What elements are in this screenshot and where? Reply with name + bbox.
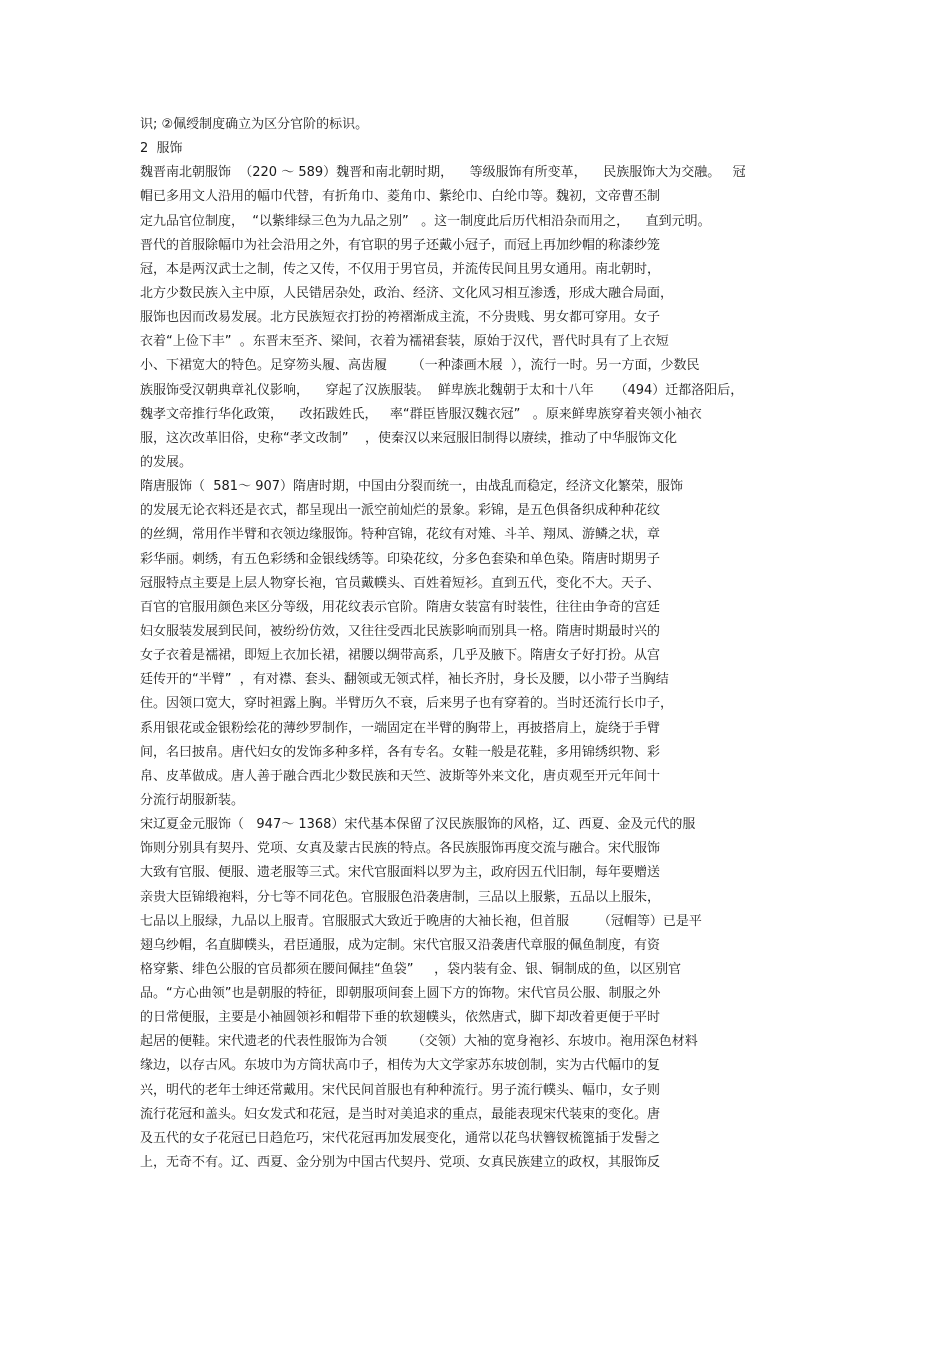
text-line: 晋代的首服除幅巾为社会沿用之外，有官职的男子还戴小冠子，而冠上再加纱帽的称漆纱笼: [140, 237, 661, 253]
text-line: 服饰也因而改易发展。北方民族短衣打扮的袴褶渐成主流，不分贵贱、男女都可穿用。女子: [140, 310, 661, 326]
text-line: 的发展无论衣料还是衣式，都呈现出一派空前灿烂的景象。彩锦，是五色俱备织成种种花纹: [140, 503, 661, 519]
text-line: 亲贵大臣锦缎袍料，分七等不同花色。官服服色沿袭唐制，三品以上服紫，五品以上服朱，: [140, 889, 661, 905]
text-line: 翅乌纱帽，名直脚幞头，君臣通服，成为定制。宋代官服又沿袭唐代章服的佩鱼制度，有资: [140, 937, 661, 953]
text-line: 缘边，以存古风。东坡巾为方筒状高巾子，相传为大文学家苏东坡创制，实为古代幅巾的复: [140, 1058, 661, 1074]
text-line: 的发展。: [140, 454, 193, 470]
text-line: 及五代的女子花冠已日趋危巧，宋代花冠再加发展变化，通常以花鸟状簪钗梳篦插于发髻之: [140, 1130, 661, 1146]
text-line: 彩华丽。刺绣，有五色彩绣和金银线绣等。印染花纹，分多色套染和单色染。隋唐时期男子: [140, 551, 661, 567]
text-line: 的日常便服，主要是小袖圆领衫和帽带下垂的软翅幞头，依然唐式，脚下却改着更便于平时: [140, 1010, 661, 1026]
text-line: 帽已多用文人沿用的幅巾代替，有折角巾、菱角巾、紫纶巾、白纶巾等。魏初，文帝曹丕制: [140, 189, 661, 205]
text-line: 流行花冠和盖头。妇女发式和花冠，是当时对美追求的重点，最能表现宋代装束的变化。唐: [140, 1106, 661, 1122]
text-line: 族服饰受汉朝典章礼仪影响， 穿起了汉族服装。 鲜卑族北魏朝于太和十八年 （494）迁都洛阳后，: [140, 382, 744, 398]
text-line: 妇女服装发展到民间，被纷纷仿效，又往往受西北民族影响而别具一格。隋唐时期最时兴的: [140, 623, 661, 639]
text-line: 2 服饰: [140, 141, 183, 157]
text-line: 定九品官位制度， “以紫绯绿三色为九品之别” 。这一制度此后历代相沿杂而用之， 直到元明。: [140, 213, 711, 229]
text-line: 隋唐服饰（ 581～ 907）隋唐时期，中国由分裂而统一，由战乱而稳定，经济文化繁荣，服饰: [140, 479, 684, 495]
text-line: 的丝绸，常用作半臂和衣领边缘服饰。特种宫锦，花纹有对雉、斗羊、翔凤、游鳞之状，章: [140, 527, 661, 543]
text-line: 冠，本是两汉武士之制，传之又传，不仅用于男官员，并流传民间且男女通用。南北朝时，: [140, 261, 661, 277]
text-line: 七品以上服绿，九品以上服青。官服服式大致近于晚唐的大袖长袍，但首服 （冠帽等）已是平: [140, 913, 702, 929]
text-line: 分流行胡服新装。: [140, 792, 245, 808]
text-line: 品。“方心曲领”也是朝服的特征，即朝服项间套上圆下方的饰物。宋代官员公服、制服之外: [140, 986, 661, 1002]
text-line: 魏晋南北朝服饰 （220 ～ 589）魏晋和南北朝时期， 等级服饰有所变革， 民族服饰大为交融。 冠: [140, 165, 746, 181]
text-line: 上，无奇不有。辽、西夏、金分别为中国古代契丹、党项、女真民族建立的政权，其服饰反: [140, 1155, 661, 1171]
text-line: 魏孝文帝推行华化政策， 改拓跋姓氏， 率“群臣皆服汉魏衣冠” 。原来鲜卑族穿着夹领小袖衣: [140, 406, 702, 422]
text-line: 冠服特点主要是上层人物穿长袍，官员戴幞头、百姓着短衫。直到五代，变化不大。天子、: [140, 575, 661, 591]
text-line: 饰则分别具有契丹、党项、女真及蒙古民族的特点。各民族服饰再度交流与融合。宋代服饰: [140, 841, 661, 857]
document-body-text: [140, 113, 820, 1175]
text-line: 帛、皮革做成。唐人善于融合西北少数民族和天竺、波斯等外来文化，唐贞观至开元年间十: [140, 768, 661, 784]
text-line: 女子衣着是襦裙，即短上衣加长裙，裙腰以绸带高系，几乎及腋下。隋唐女子好打扮。从宫: [140, 648, 661, 664]
text-line: 百官的官服用颜色来区分等级，用花纹表示官阶。隋唐女装富有时装性，往往由争奇的宫廷: [140, 599, 661, 615]
text-line: 兴，明代的老年士绅还常戴用。宋代民间首服也有种种流行。男子流行幞头、幅巾，女子则: [140, 1082, 661, 1098]
text-line: 服，这次改革旧俗，史称“孝文改制” ，使秦汉以来冠服旧制得以赓续，推动了中华服饰文化: [140, 430, 677, 446]
text-line: 北方少数民族入主中原，人民错居杂处，政治、经济、文化风习相互渗透，形成大融合局面，: [140, 285, 674, 301]
text-line: 系用银花或金银粉绘花的薄纱罗制作，一端固定在半臂的胸带上，再披搭肩上，旋绕于手臂: [140, 720, 661, 736]
text-line: 格穿紫、绯色公服的官员都须在腰间佩挂“鱼袋” ，袋内装有金、银、铜制成的鱼，以区别官: [140, 961, 682, 977]
text-line: 大致有官服、便服、遗老服等三式。宋代官服面料以罗为主，政府因五代旧制，每年要赠送: [140, 865, 661, 881]
text-line: 衣着“上俭下丰” 。东晋末至齐、梁间，衣着为襦裙套装，原始于汉代，晋代时具有了上衣短: [140, 334, 669, 350]
text-line: 间，名曰披帛。唐代妇女的发饰多种多样，各有专名。女鞋一般是花鞋，多用锦绣织物、彩: [140, 744, 661, 760]
text-line: 住。因领口宽大，穿时袒露上胸。半臂历久不衰，后来男子也有穿着的。当时还流行长巾子，: [140, 696, 674, 712]
text-line: 识; ②佩绶制度确立为区分官阶的标识。: [140, 117, 369, 132]
text-line: 廷传开的“半臂” ，有对襟、套头、翻领或无领式样，袖长齐肘，身长及腰，以小带子当胸结: [140, 672, 669, 688]
text-line: 小、下裙宽大的特色。足穿笏头履、高齿履 （一种漆画木屐 ），流行一时。另一方面，少数民: [140, 358, 700, 374]
text-line: 起居的便鞋。宋代遗老的代表性服饰为合领 （交领）大袖的宽身袍衫、东坡巾。袍用深色材料: [140, 1034, 698, 1050]
text-line: 宋辽夏金元服饰（ 947～ 1368）宋代基本保留了汉民族服饰的风格，辽、西夏、金及元代的服: [140, 817, 696, 833]
